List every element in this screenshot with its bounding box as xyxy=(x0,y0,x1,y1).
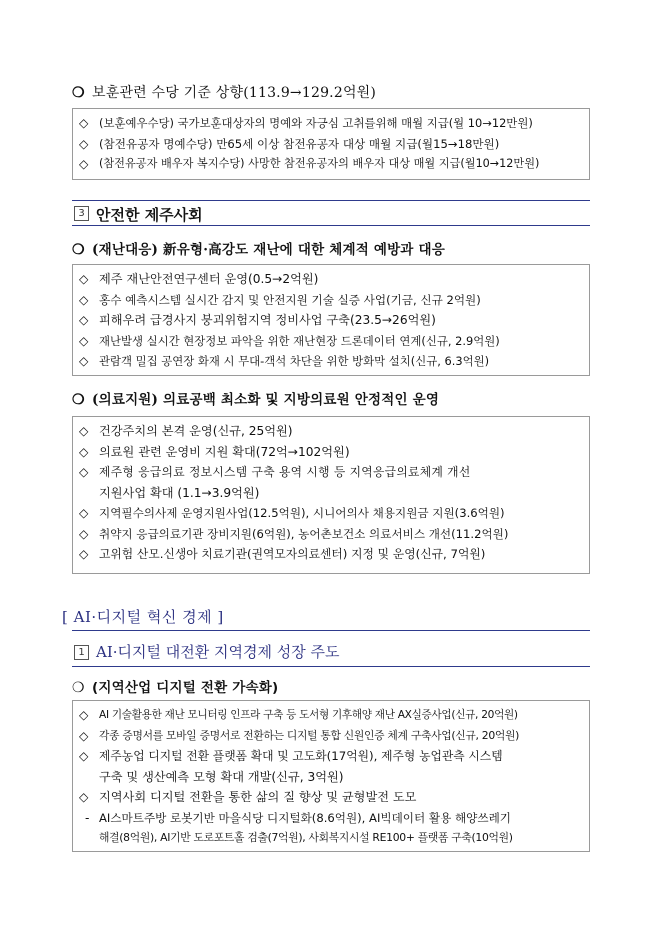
list-item: ◇ 재난발생 실시간 현장정보 파악을 위한 재난현장 드론데이터 연계(신규, 2.9억원) xyxy=(79,331,583,352)
heading-text: (의료지원) 의료공백 최소화 및 지방의료원 안정적인 운영 xyxy=(92,392,440,408)
list-item: ◇ (참전유공자 배우자 복지수당) 사망한 참전유공자의 배우자 대상 매월 지급(월10→12만원) xyxy=(79,154,583,175)
diamond-bullet-icon: ◇ xyxy=(79,136,89,151)
section-title: 안전한 제주사회 xyxy=(96,206,203,224)
list-item: ◇ 고위험 산모.신생아 치료기관(권역모자의료센터) 지정 및 운영(신규, 7억원) xyxy=(79,544,583,565)
list-item: ◇ 지역사회 디지털 전환을 통한 삶의 질 향상 및 균형발전 도모 xyxy=(79,787,583,808)
welfare-allowance-box xyxy=(72,108,590,180)
list-item: ◇ (참전유공자 명예수당) 만65세 이상 참전유공자 대상 매월 지급(월15→18만원) xyxy=(79,134,583,155)
circle-bullet-icon: ❍ xyxy=(72,392,85,408)
heading-text: 보훈관련 수당 기준 상향(113.9→129.2억원) xyxy=(92,85,377,101)
list-item: ◇ 의료원 관련 운영비 지원 확대(72억→102억원) xyxy=(79,442,583,463)
list-item: ◇ 관람객 밀집 공연장 화재 시 무대-객석 차단을 위한 방화막 설치(신규, 6.3억원) xyxy=(79,351,583,372)
diamond-bullet-icon: ◇ xyxy=(79,465,89,479)
list-item: ◇ 취약지 응급의료기관 장비지원(6억원), 농어촌보건소 의료서비스 개선(11.2억원) xyxy=(79,524,583,545)
section-title: AI·디지털 대전환 지역경제 성장 주도 xyxy=(96,643,340,661)
diamond-bullet-icon: ◇ xyxy=(79,354,89,368)
sub-list-item: - AI스마트주방 로봇기반 마을식당 디지털화(8.6억원), AI빅데이터 활용 해양쓰레기 xyxy=(79,808,583,829)
diamond-bullet-icon: ◇ xyxy=(79,333,89,348)
section-divider xyxy=(72,666,590,667)
list-item-continuation: 지원사업 확대 (1.1→3.9억원) xyxy=(99,485,260,500)
sub-list-item-continuation: 해결(8억원), AI기반 도로포트홀 검출(7억원), 사회복지시설 RE100+ 플랫폼 구축(10억원) xyxy=(99,831,513,844)
section-number: 3 xyxy=(74,206,89,221)
circle-bullet-icon: ❍ xyxy=(72,680,85,696)
heading-text: (재난대응) 新유형·高강도 재난에 대한 체계적 예방과 대응 xyxy=(92,242,445,258)
list-item: ◇ (보훈예우수당) 국가보훈대상자의 명예와 자긍심 고취를위해 매월 지급(월 10→12만원) xyxy=(79,113,583,134)
list-item: ◇ AI 기술활용한 재난 모니터링 인프라 구축 등 도서형 기후해양 재난 AX실증사업(신규, 20억원) xyxy=(79,705,583,726)
medical-support-box xyxy=(72,416,590,574)
diamond-bullet-icon: ◇ xyxy=(79,444,89,459)
list-item: ◇ 홍수 예측시스템 실시간 감지 및 안전지원 기술 실증 사업(기금, 신규 2억원) xyxy=(79,290,583,311)
disaster-response-box xyxy=(72,264,590,376)
section-header-digital xyxy=(72,638,590,664)
diamond-bullet-icon: ◇ xyxy=(79,116,89,130)
diamond-bullet-icon: ◇ xyxy=(79,526,89,541)
dash-bullet-icon: - xyxy=(85,810,90,825)
digital-transition-heading xyxy=(72,676,278,696)
digital-transition-box xyxy=(72,700,590,852)
section-header-safety xyxy=(72,200,590,226)
welfare-allowance-heading xyxy=(72,82,376,102)
diamond-bullet-icon: ◇ xyxy=(79,708,89,722)
diamond-bullet-icon: ◇ xyxy=(79,157,89,171)
list-item: ◇ 각종 증명서를 모바일 증명서로 전환하는 디지털 통합 신원인증 체계 구축사업(신규, 20억원) xyxy=(79,726,583,747)
diamond-bullet-icon: ◇ xyxy=(79,506,89,520)
diamond-bullet-icon: ◇ xyxy=(79,424,89,438)
list-item-continuation: 구축 및 생산예측 모형 확대 개발(신규, 3억원) xyxy=(99,769,344,784)
medical-support-heading xyxy=(72,388,439,408)
list-item: ◇ 제주농업 디지털 전환 플랫폼 확대 및 고도화(17억원), 제주형 농업관측 시스템 xyxy=(79,746,583,767)
list-item: ◇ 지역필수의사제 운영지원사업(12.5억원), 시니어의사 채용지원금 지원(3.6억원) xyxy=(79,503,583,524)
list-item: ◇ 건강주치의 본격 운영(신규, 25억원) xyxy=(79,421,583,442)
disaster-response-heading xyxy=(72,238,445,258)
part-divider xyxy=(72,630,590,631)
diamond-bullet-icon: ◇ xyxy=(79,547,89,561)
heading-text: (지역산업 디지털 전환 가속화) xyxy=(92,680,279,696)
diamond-bullet-icon: ◇ xyxy=(79,790,89,804)
diamond-bullet-icon: ◇ xyxy=(79,292,89,307)
part-title: [ AI·디지털 혁신 경제 ] xyxy=(62,608,224,626)
circle-bullet-icon: ❍ xyxy=(72,85,85,101)
circle-bullet-icon: ❍ xyxy=(72,242,85,258)
list-item: ◇ 피해우려 급경사지 붕괴위험지역 정비사업 구축(23.5→26억원) xyxy=(79,310,583,331)
diamond-bullet-icon: ◇ xyxy=(79,313,89,327)
section-number: 1 xyxy=(74,645,89,660)
list-item: ◇ 제주형 응급의료 정보시스템 구축 용역 시행 등 지역응급의료체계 개선 xyxy=(79,462,583,483)
diamond-bullet-icon: ◇ xyxy=(79,749,89,763)
diamond-bullet-icon: ◇ xyxy=(79,728,89,743)
list-item: ◇ 제주 재난안전연구센터 운영(0.5→2억원) xyxy=(79,269,583,290)
diamond-bullet-icon: ◇ xyxy=(79,272,89,286)
